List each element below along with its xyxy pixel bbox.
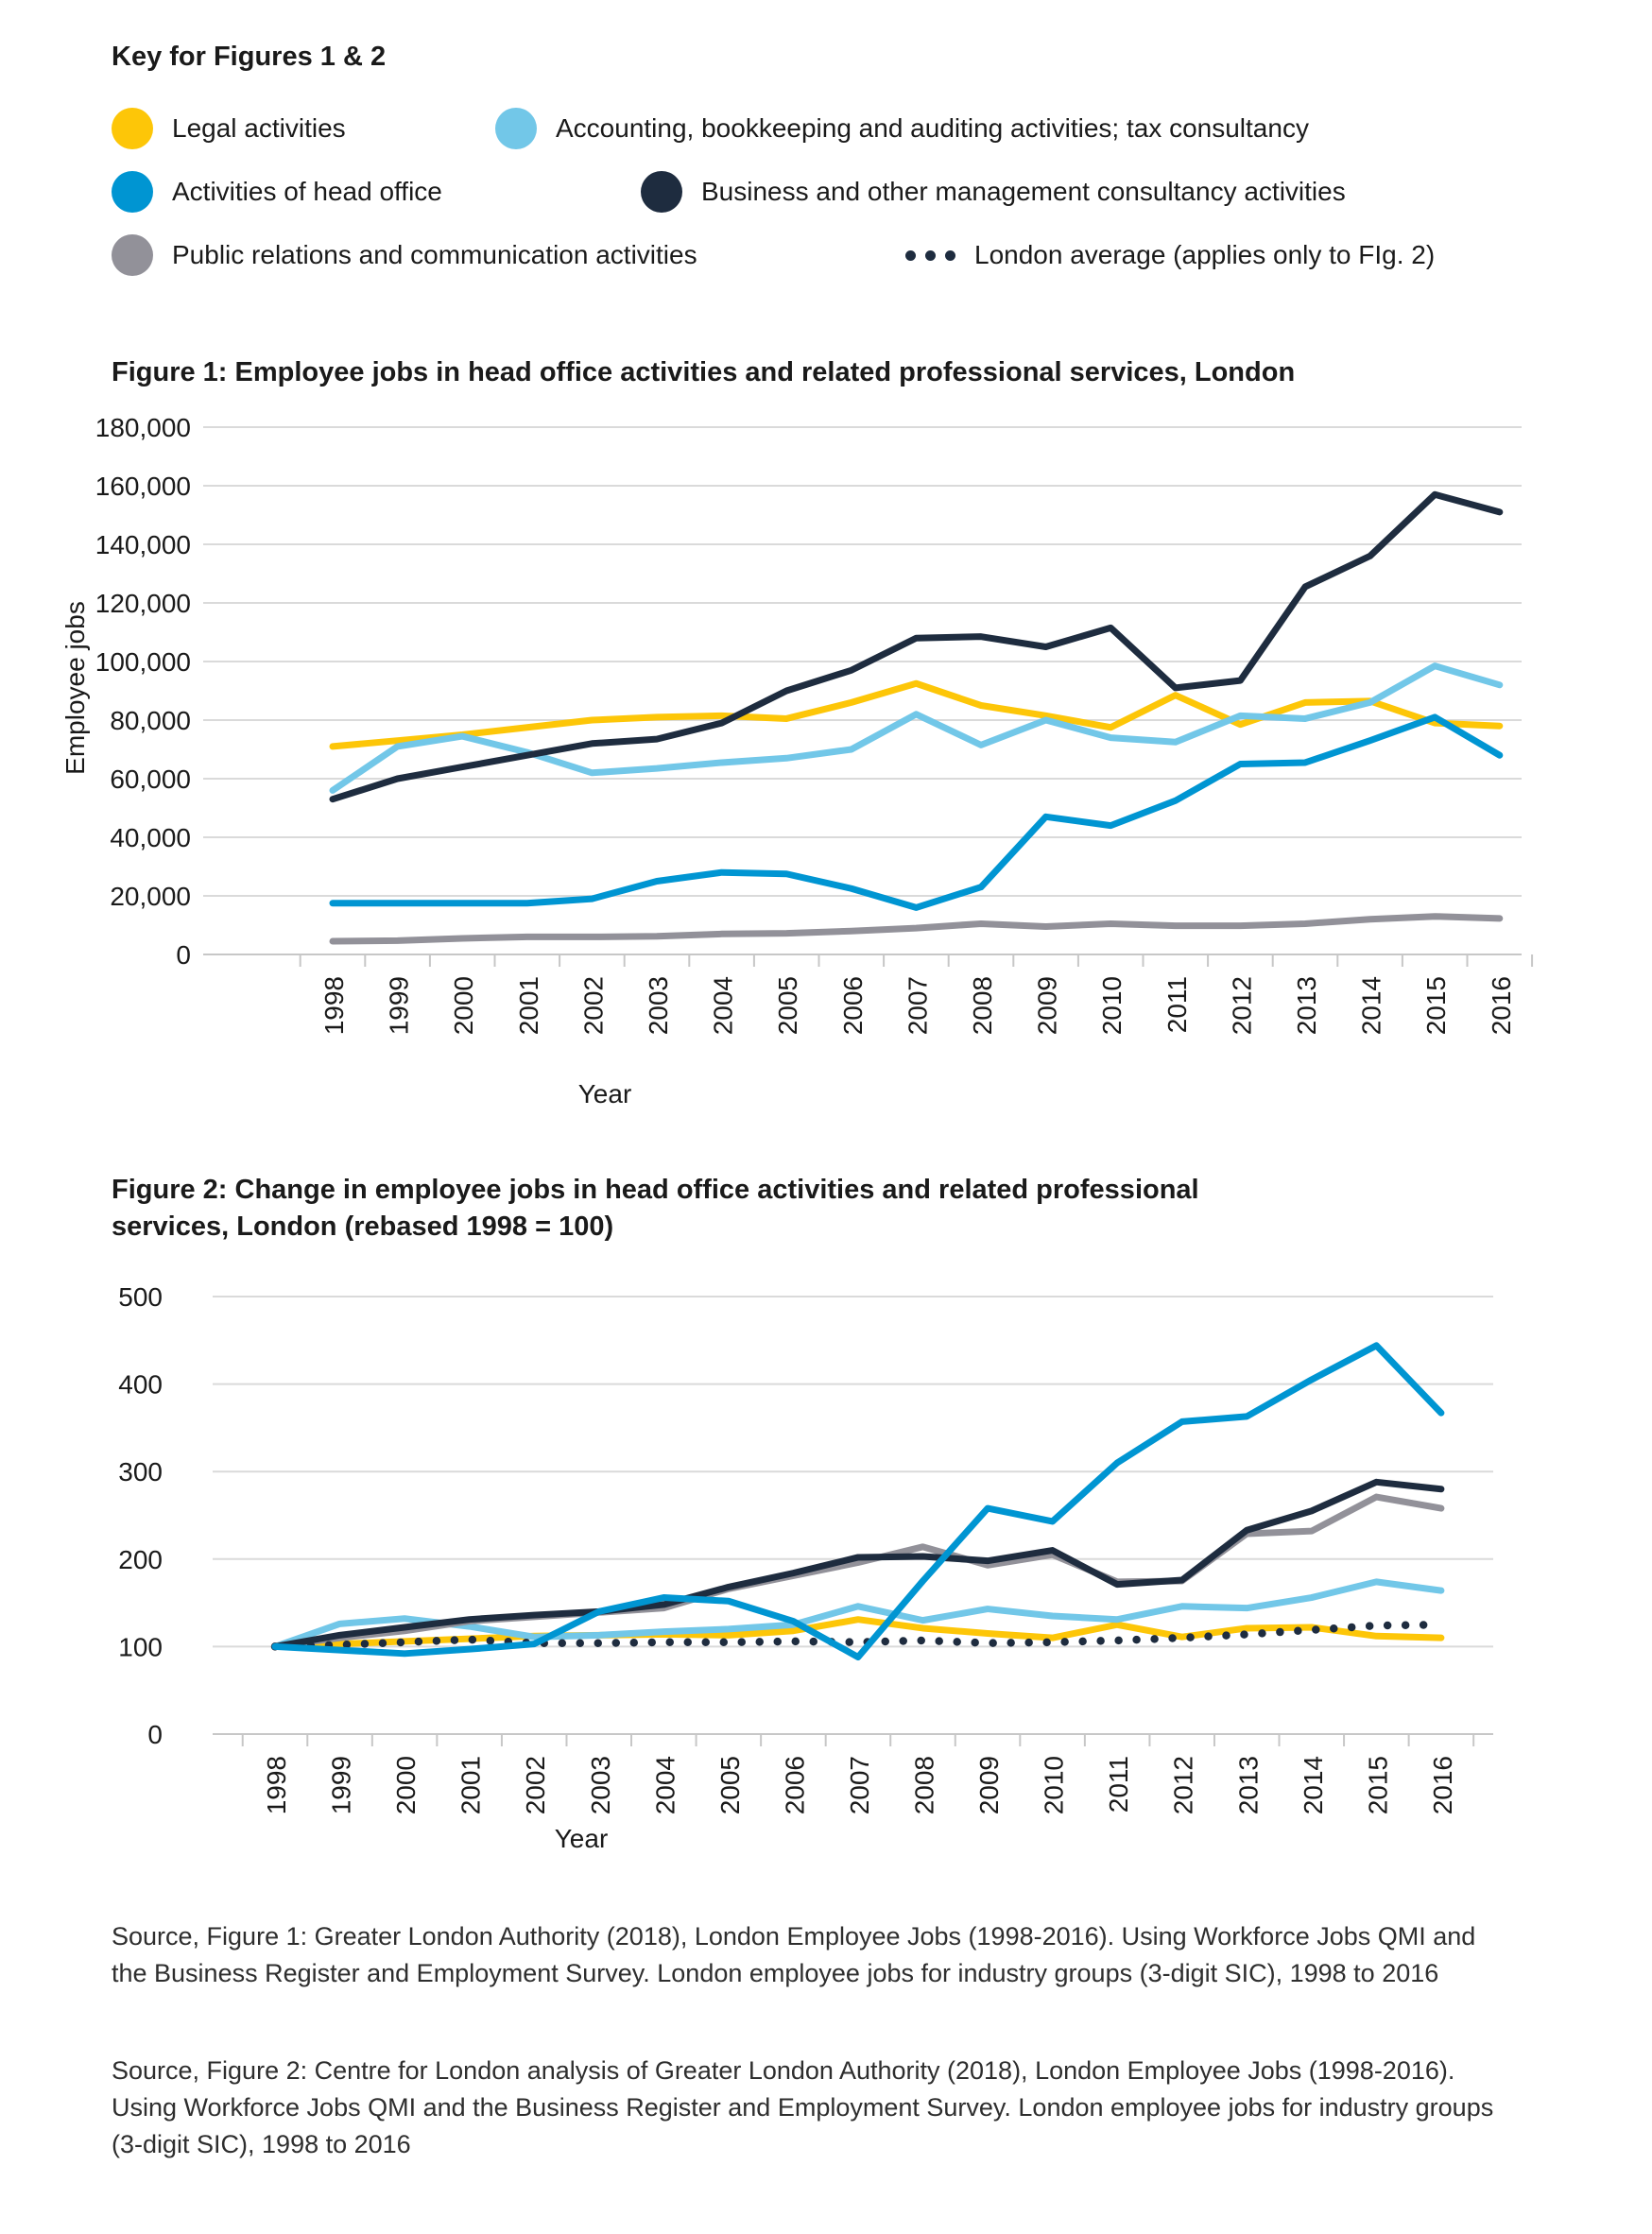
svg-text:2008: 2008 — [909, 1756, 939, 1815]
svg-text:2003: 2003 — [644, 976, 673, 1036]
svg-text:2015: 2015 — [1421, 976, 1452, 1036]
figure1-title: Figure 1: Employee jobs in head office activities and related professional services, London — [112, 357, 1296, 387]
legend-item-label: Activities of head office — [172, 177, 442, 206]
legend-item-label: Accounting, bookkeeping and auditing activities; tax consultancy — [556, 113, 1309, 143]
svg-text:2002: 2002 — [578, 976, 609, 1036]
svg-text:2011: 2011 — [1162, 976, 1192, 1034]
svg-text:2006: 2006 — [837, 976, 868, 1036]
svg-text:0: 0 — [176, 940, 191, 970]
svg-text:2014: 2014 — [1356, 976, 1386, 1036]
legend-item-label: Business and other management consultancy activities — [701, 177, 1346, 206]
svg-text:2005: 2005 — [714, 1756, 745, 1815]
svg-text:1998: 1998 — [262, 1756, 291, 1815]
figure1-x-axis-label: Year — [577, 1079, 632, 1108]
svg-text:2016: 2016 — [1427, 1756, 1457, 1815]
svg-text:140,000: 140,000 — [95, 530, 191, 559]
svg-text:2001: 2001 — [456, 1756, 486, 1815]
svg-text:2013: 2013 — [1233, 1756, 1264, 1815]
svg-text:1998: 1998 — [319, 976, 349, 1036]
svg-text:80,000: 80,000 — [110, 706, 191, 735]
svg-text:0: 0 — [147, 1720, 163, 1749]
figure2-title: Figure 2: Change in employee jobs in head office activities and related professional services, London (rebased 1998 = 100) — [112, 1175, 1199, 1242]
svg-text:2012: 2012 — [1227, 976, 1257, 1036]
figure1-source-text: Source, Figure 1: Greater London Authority (2018), London Employee Jobs (1998-2016). Using Workforce Jobs QMI and the Business Register and Employment Survey. London employee jobs for industry groups (3-digit SIC), 1998 to 2016 — [112, 1922, 1476, 1987]
svg-text:2000: 2000 — [449, 976, 479, 1036]
svg-text:2000: 2000 — [391, 1756, 422, 1815]
svg-text:2002: 2002 — [521, 1756, 551, 1815]
svg-text:100: 100 — [118, 1632, 163, 1662]
svg-text:180,000: 180,000 — [95, 413, 191, 442]
svg-text:40,000: 40,000 — [110, 823, 191, 852]
legend-item-label: Legal activities — [172, 113, 346, 143]
svg-text:2013: 2013 — [1292, 976, 1321, 1036]
svg-text:60,000: 60,000 — [110, 765, 191, 794]
figure1-plot — [95, 413, 1532, 1035]
svg-text:2010: 2010 — [1039, 1756, 1069, 1815]
svg-text:2007: 2007 — [844, 1756, 874, 1815]
svg-text:300: 300 — [118, 1457, 163, 1487]
svg-text:2011: 2011 — [1104, 1756, 1134, 1813]
svg-text:2008: 2008 — [968, 976, 997, 1036]
svg-text:500: 500 — [118, 1282, 163, 1312]
svg-text:2016: 2016 — [1486, 976, 1516, 1036]
figure2-source-text: Source, Figure 2: Centre for London analysis of Greater London Authority (2018), London Employee Jobs (1998-2016). Using Workforce Jobs QMI and the Business Register and Employment Survey. London employee jobs for industry groups (3-digit SIC), 1998 to 2016 — [112, 2056, 1494, 2158]
svg-text:400: 400 — [118, 1369, 163, 1400]
svg-text:2004: 2004 — [650, 1756, 680, 1815]
legend-title: Key for Figures 1 & 2 — [112, 42, 387, 72]
svg-text:120,000: 120,000 — [95, 589, 191, 618]
svg-text:2004: 2004 — [708, 976, 738, 1036]
svg-text:100,000: 100,000 — [95, 647, 191, 677]
svg-text:2009: 2009 — [974, 1756, 1005, 1815]
svg-text:1999: 1999 — [384, 976, 414, 1036]
legend-item-label: Public relations and communication activities — [172, 240, 697, 269]
svg-text:2003: 2003 — [585, 1756, 615, 1815]
svg-text:200: 200 — [118, 1544, 163, 1574]
figure2-plot — [118, 1282, 1493, 1814]
svg-text:2005: 2005 — [773, 976, 803, 1036]
svg-text:1999: 1999 — [326, 1756, 356, 1815]
svg-text:2001: 2001 — [513, 976, 543, 1036]
svg-text:2015: 2015 — [1363, 1756, 1393, 1815]
svg-text:2010: 2010 — [1097, 976, 1127, 1036]
legend-item-label: London average (applies only to FIg. 2) — [974, 240, 1436, 269]
svg-text:160,000: 160,000 — [95, 472, 191, 501]
svg-text:2009: 2009 — [1032, 976, 1062, 1036]
svg-text:2007: 2007 — [903, 976, 933, 1036]
svg-text:2012: 2012 — [1168, 1756, 1198, 1815]
figure2-x-axis-label: Year — [554, 1824, 609, 1853]
figure1-y-axis-label: Employee jobs — [60, 601, 90, 775]
svg-text:2014: 2014 — [1298, 1756, 1328, 1815]
svg-text:20,000: 20,000 — [110, 882, 191, 911]
svg-text:2006: 2006 — [780, 1756, 810, 1815]
